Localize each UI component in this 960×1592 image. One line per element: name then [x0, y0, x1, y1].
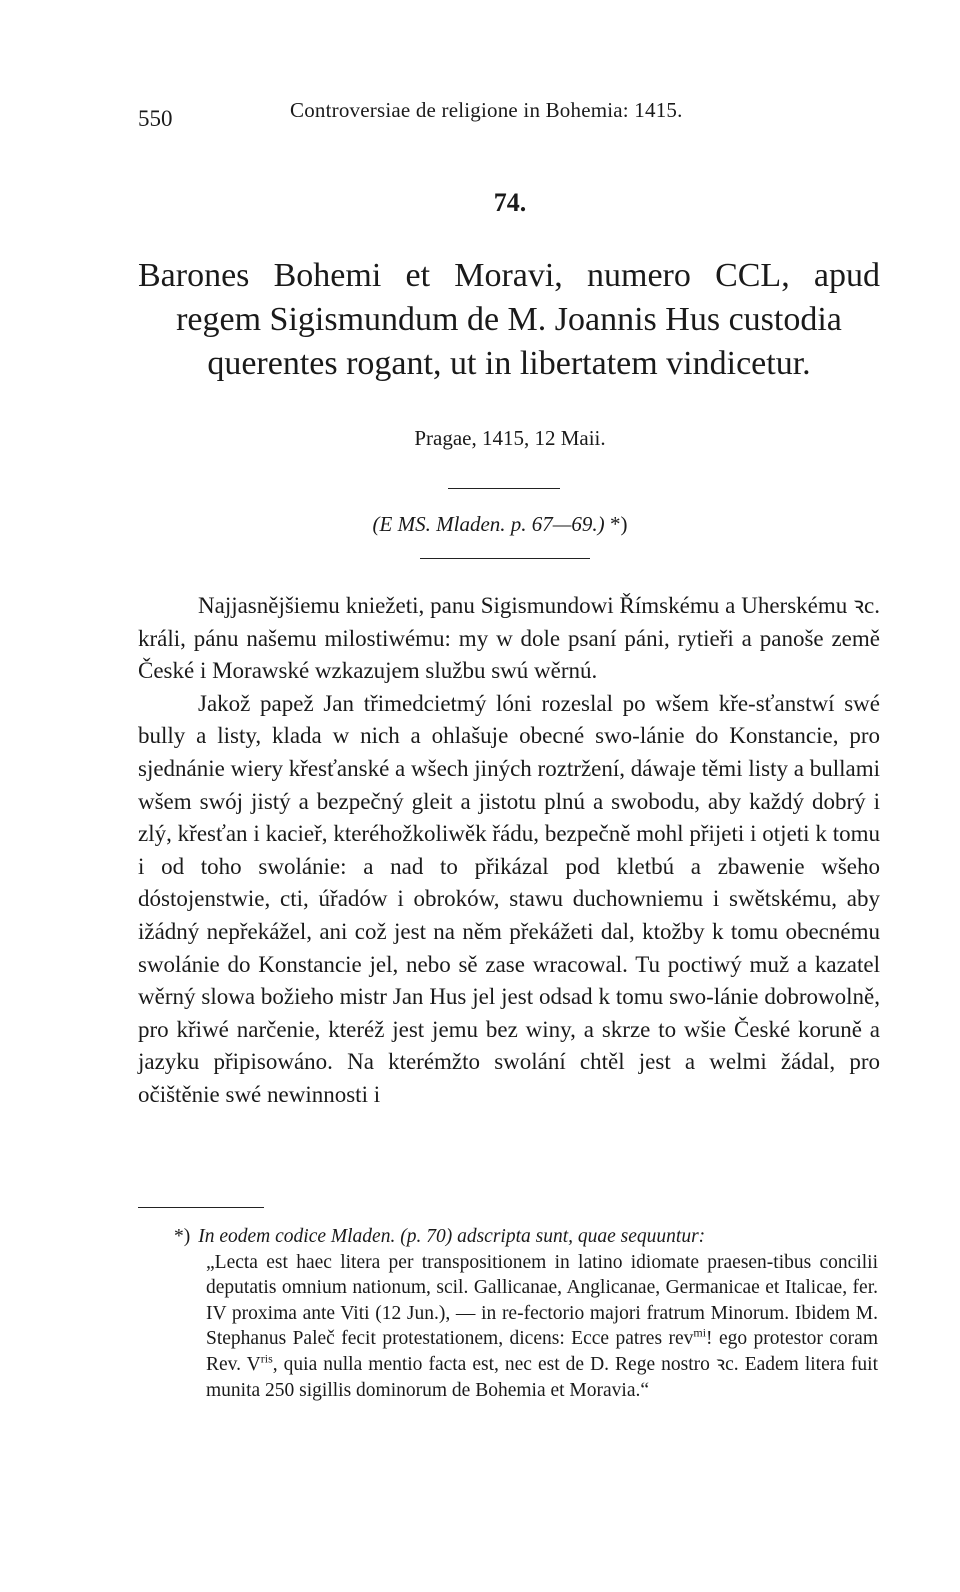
body-paragraph: Jakož papež Jan třimedcietmý lóni rozeslal po wšem kře-sťanstwí swé bully a listy, klada w nich a ohlašuje obecné swo-lánie do Konstancie, pro sjednánie wiery křesťanské a wšech jiných roztržení, dáwaje těmi listy a bullami wšem swój jistý a bezpečný gleit a jistotu plnú a swobodu, aby každý dobrý i zlý, křesťan i kacieř, kteréhožkoliwěk řádu, bezpečně mohl přijeti i otjeti k tomu i od toho swolánie: a nad to přikázal pod kletbú a zbawenie wšeho dóstojenstwie, cti, úřadów i obroków, stawu duchowniemu i swětskému, aby ižádný nepřekážel, ani což jest na něm překážeti dal, ktožby k tomu obecnému swolánie do Konstancie jel, nebo sě zase wracowal. Tu poctiwý muž a kazatel wěrný slowa božieho mistr Jan Hus jel jest odsad k tomu swo-lánie dobrowolně, pro křiwé narčenie, kteréž jest jemu bez winy, a skrze to wšie České koruně a jazyku připisowáno. Na kterémžto swolání chtěl jest a welmi žádal, pro očištěnie swé newinnosti i — [138, 690, 880, 1107]
heading-line: Barones Bohemi et Moravi, numero CCL, apud — [138, 257, 880, 294]
footnote-text: ! ego protestor coram Rev. V — [206, 1328, 879, 1375]
source-reference — [0, 512, 960, 537]
body-paragraph: Najjasnějšiemu kniežeti, panu Sigismundowi Římskému a Uherskému ꝛc. králi, pánu našemu milostiwému: my w dole psaní páni, rytieři a panoše země České i Morawské wzkazujem službu swú wěrnú. — [138, 593, 880, 684]
page-number: 550 — [138, 106, 173, 131]
footnote-reference-mark: *) — [609, 512, 628, 536]
footnote-divider — [138, 1207, 264, 1208]
superscript: mi — [693, 1325, 707, 1340]
footnote-body — [206, 1250, 878, 1404]
document-number: 74. — [493, 188, 527, 217]
footnote-text: , quia nulla mentio facta est, nec est de D. Rege nostro ꝛc. Eadem litera fuit munita 250 sigillis dominorum de Bohemia et Moravia.“ — [206, 1353, 879, 1401]
footnote — [174, 1224, 879, 1403]
footnote-text: „Lecta est haec litera per transpositionem in latino idiomate praesen-tibus concilii deputatis omnium nationum, scil. Gallicanae, Anglicanae, Germanicae et Italicae, fer. IV proxima ante Viti (12 Jun.), — in re-fectorio majori fratrum Minorum. Ibidem M. Stephanus Paleč fecit protestationem, dicens: Ecce patres rev — [206, 1251, 878, 1350]
footnote-mark: *) — [174, 1226, 191, 1247]
footnote-paragraph — [174, 1224, 879, 1403]
place-date: Pragae, 1415, 12 Maii. — [414, 426, 606, 450]
divider — [420, 558, 590, 559]
document-heading — [138, 254, 880, 386]
running-title: Controversiae de religione in Bohemia: 1415. — [290, 98, 683, 122]
running-head — [138, 98, 878, 138]
heading-line: querentes rogant, ut in libertatem vindicetur. — [207, 345, 811, 382]
divider — [448, 488, 560, 489]
footnote-intro: In eodem codice Mladen. (p. 70) adscripta sunt, quae sequuntur: — [198, 1226, 706, 1247]
body-text — [138, 590, 880, 1112]
superscript: ris — [260, 1351, 273, 1366]
heading-line: regem Sigismundum de M. Joannis Hus custodia — [176, 301, 842, 338]
source-text: (E MS. Mladen. p. 67—69.) — [372, 512, 605, 536]
